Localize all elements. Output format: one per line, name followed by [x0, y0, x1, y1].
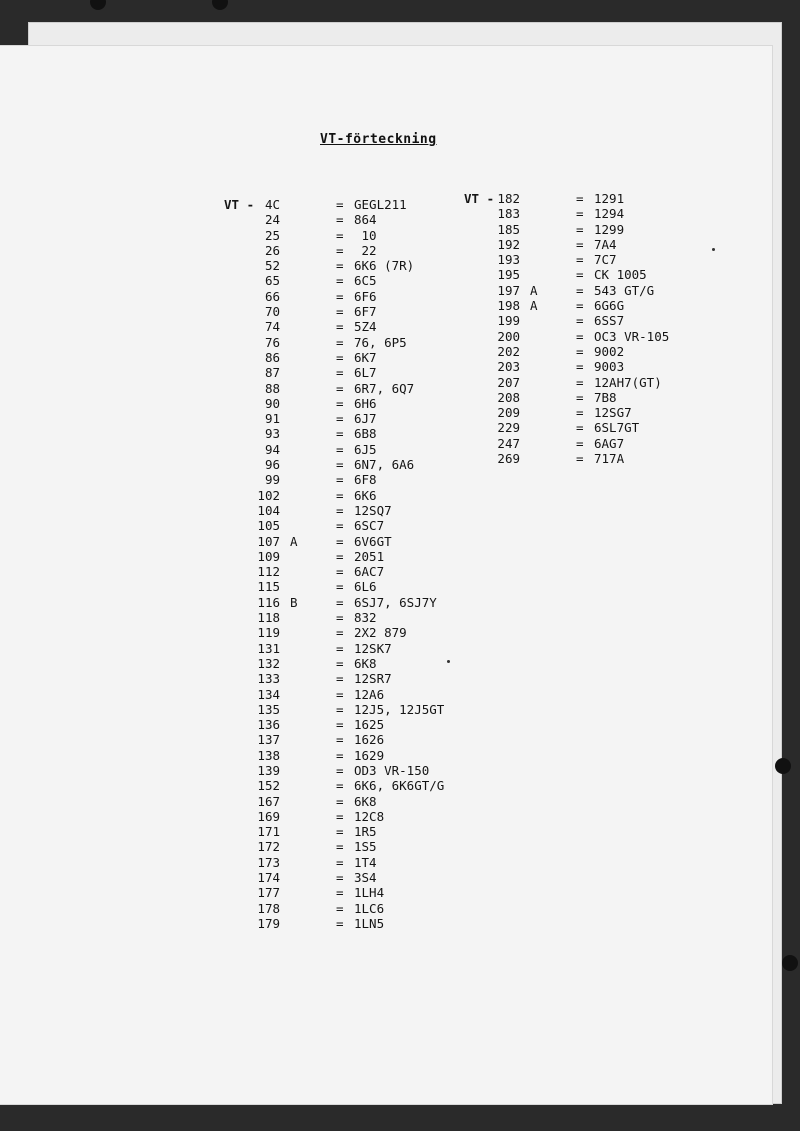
equals-sign: =	[336, 885, 344, 901]
equals-sign: =	[336, 915, 344, 931]
equals-sign: =	[576, 313, 584, 329]
vt-number: 152	[257, 778, 280, 794]
list-item	[464, 420, 704, 435]
vt-number: 178	[257, 900, 280, 916]
tube-equivalent: 6F7	[354, 304, 377, 320]
tube-equivalent: 6V6GT	[354, 533, 392, 549]
equals-sign: =	[576, 435, 584, 451]
list-item	[224, 411, 464, 426]
tube-equivalent: 6B8	[354, 426, 377, 442]
vt-number: 104	[257, 502, 280, 518]
tube-equivalent: 6F8	[354, 472, 377, 488]
right-column	[464, 191, 704, 466]
list-item	[224, 595, 464, 610]
list-item	[464, 390, 704, 405]
equals-sign: =	[336, 824, 344, 840]
punch-hole-right-upper	[775, 758, 791, 774]
equals-sign: =	[336, 793, 344, 809]
equals-sign: =	[576, 267, 584, 283]
tube-equivalent: GEGL211	[354, 197, 407, 212]
vt-number: 76	[264, 334, 280, 350]
tube-equivalent: 5Z4	[354, 319, 377, 335]
vt-number: 131	[257, 640, 280, 656]
tube-equivalent: 6J7	[354, 411, 377, 427]
vt-number: 173	[257, 854, 280, 870]
list-item	[224, 702, 464, 717]
equals-sign: =	[336, 426, 344, 442]
vt-number: 96	[264, 457, 280, 473]
tube-equivalent: 6K8	[354, 655, 377, 671]
equals-sign: =	[576, 282, 584, 298]
equals-sign: =	[576, 191, 584, 206]
vt-number: 99	[264, 472, 280, 488]
equals-sign: =	[336, 900, 344, 916]
list-item	[464, 329, 704, 344]
equals-sign: =	[336, 625, 344, 641]
list-item	[224, 442, 464, 457]
list-item	[464, 267, 704, 282]
equals-sign: =	[336, 610, 344, 626]
list-item	[224, 885, 464, 900]
tube-equivalent: 6H6	[354, 395, 377, 411]
list-item	[224, 809, 464, 824]
vt-number: 208	[497, 389, 520, 405]
list-item	[224, 916, 464, 931]
list-item	[464, 283, 704, 298]
vt-number: 195	[497, 267, 520, 283]
tube-equivalent: 2051	[354, 548, 385, 564]
tube-equivalent: 6SC7	[354, 518, 385, 534]
equals-sign: =	[336, 870, 344, 886]
vt-number: 169	[257, 808, 280, 824]
list-item	[224, 579, 464, 594]
tube-equivalent: 6C5	[354, 273, 377, 289]
equals-sign: =	[336, 778, 344, 794]
equals-sign: =	[576, 405, 584, 421]
equals-sign: =	[336, 747, 344, 763]
list-item	[464, 237, 704, 252]
tube-equivalent: 1629	[354, 747, 385, 763]
equals-sign: =	[336, 365, 344, 381]
list-item	[224, 610, 464, 625]
equals-sign: =	[576, 420, 584, 436]
list-item	[224, 228, 464, 243]
list-item	[224, 625, 464, 640]
list-item	[224, 472, 464, 487]
equals-sign: =	[336, 288, 344, 304]
tube-equivalent: 1626	[354, 732, 385, 748]
list-item	[464, 206, 704, 221]
vt-number: 183	[497, 206, 520, 222]
equals-sign: =	[576, 451, 584, 467]
vt-number: 24	[264, 212, 280, 228]
equals-sign: =	[336, 686, 344, 702]
vt-number: 269	[497, 451, 520, 467]
tube-equivalent: 12SQ7	[354, 502, 392, 518]
list-item	[224, 426, 464, 441]
equals-sign: =	[336, 349, 344, 365]
tube-equivalent: 12SR7	[354, 671, 392, 687]
equals-sign: =	[336, 472, 344, 488]
list-item	[224, 656, 464, 671]
tube-equivalent: 1294	[594, 206, 625, 222]
list-item	[464, 191, 704, 206]
vt-number: 167	[257, 793, 280, 809]
tube-equivalent: 1625	[354, 717, 385, 733]
equals-sign: =	[336, 839, 344, 855]
tube-equivalent: 6AG7	[594, 435, 625, 451]
equals-sign: =	[336, 395, 344, 411]
tube-equivalent: 543 GT/G	[594, 282, 655, 298]
list-item	[224, 273, 464, 288]
vt-number: 198	[497, 298, 520, 314]
equals-sign: =	[576, 236, 584, 252]
list-item	[224, 258, 464, 273]
vt-number: 134	[257, 686, 280, 702]
equals-sign: =	[336, 242, 344, 258]
vt-number: 116	[257, 594, 280, 610]
punch-hole-top-mid	[212, 0, 228, 10]
vt-number: 192	[497, 236, 520, 252]
tube-equivalent: 832	[354, 610, 377, 626]
list-item	[464, 298, 704, 313]
list-item	[224, 350, 464, 365]
tube-equivalent: 7C7	[594, 252, 617, 268]
tube-equivalent: 6K6, 6K6GT/G	[354, 778, 445, 794]
vt-number: 199	[497, 313, 520, 329]
vt-prefix: VT -	[224, 197, 255, 212]
vt-number: 93	[264, 426, 280, 442]
vt-number: 207	[497, 374, 520, 390]
document-title: VT-förteckning	[320, 132, 437, 147]
tube-equivalent: 7B8	[594, 389, 617, 405]
tube-equivalent: 1LN5	[354, 915, 385, 931]
list-item	[224, 855, 464, 870]
vt-number: 118	[257, 610, 280, 626]
vt-number: 90	[264, 395, 280, 411]
equals-sign: =	[576, 343, 584, 359]
equals-sign: =	[336, 762, 344, 778]
list-item	[224, 732, 464, 747]
vt-number: 86	[264, 349, 280, 365]
vt-number: 119	[257, 625, 280, 641]
list-item	[224, 839, 464, 854]
equals-sign: =	[336, 487, 344, 503]
tube-equivalent: 1LH4	[354, 885, 385, 901]
list-item	[464, 405, 704, 420]
equals-sign: =	[336, 671, 344, 687]
vt-number: 133	[257, 671, 280, 687]
tube-equivalent: CK 1005	[594, 267, 647, 283]
equals-sign: =	[336, 502, 344, 518]
tube-equivalent: 6J5	[354, 441, 377, 457]
list-item	[224, 564, 464, 579]
vt-number: 197	[497, 282, 520, 298]
equals-sign: =	[336, 732, 344, 748]
list-item	[224, 717, 464, 732]
vt-number: 247	[497, 435, 520, 451]
equals-sign: =	[336, 273, 344, 289]
tube-equivalent: 6SL7GT	[594, 420, 640, 436]
vt-number: 52	[264, 258, 280, 274]
list-item	[224, 763, 464, 778]
equals-sign: =	[336, 594, 344, 610]
tube-equivalent: 6K6 (7R)	[354, 258, 415, 274]
tube-equivalent: 6K7	[354, 349, 377, 365]
vt-number: 209	[497, 405, 520, 421]
tube-equivalent: 12J5, 12J5GT	[354, 701, 445, 717]
list-item	[224, 212, 464, 227]
vt-number: 112	[257, 564, 280, 580]
vt-number: 177	[257, 885, 280, 901]
list-item	[464, 375, 704, 390]
list-item	[224, 396, 464, 411]
list-item	[464, 252, 704, 267]
equals-sign: =	[336, 579, 344, 595]
list-item	[224, 901, 464, 916]
vt-number: 200	[497, 328, 520, 344]
tube-equivalent: OC3 VR-105	[594, 328, 670, 344]
equals-sign: =	[336, 319, 344, 335]
vt-number: 182	[497, 191, 520, 206]
equals-sign: =	[336, 227, 344, 243]
tube-equivalent: 6AC7	[354, 564, 385, 580]
equals-sign: =	[336, 640, 344, 656]
list-item	[224, 687, 464, 702]
tube-equivalent: 9002	[594, 343, 625, 359]
tube-equivalent: 10	[354, 227, 377, 243]
equals-sign: =	[336, 334, 344, 350]
list-item	[464, 344, 704, 359]
equals-sign: =	[336, 533, 344, 549]
tube-equivalent: 3S4	[354, 870, 377, 886]
list-item	[224, 289, 464, 304]
vt-number: 70	[264, 304, 280, 320]
vt-number: 171	[257, 824, 280, 840]
tube-equivalent: 7A4	[594, 236, 617, 252]
tube-equivalent: 6N7, 6A6	[354, 457, 415, 473]
tube-equivalent: 1S5	[354, 839, 377, 855]
vt-suffix: A	[530, 298, 538, 314]
equals-sign: =	[576, 359, 584, 375]
vt-number: 25	[264, 227, 280, 243]
tube-equivalent: 6L6	[354, 579, 377, 595]
vt-number: 229	[497, 420, 520, 436]
vt-suffix: B	[290, 594, 298, 610]
vt-number: 115	[257, 579, 280, 595]
vt-number: 87	[264, 365, 280, 381]
equals-sign: =	[576, 252, 584, 268]
vt-number: 4C	[264, 197, 280, 212]
list-item	[224, 488, 464, 503]
vt-suffix: A	[290, 533, 298, 549]
tube-equivalent: 1291	[594, 191, 625, 206]
list-item	[224, 457, 464, 472]
equals-sign: =	[336, 457, 344, 473]
tube-equivalent: 9003	[594, 359, 625, 375]
punch-hole-top-left	[90, 0, 106, 10]
tube-equivalent: 6F6	[354, 288, 377, 304]
list-item	[464, 222, 704, 237]
list-item	[224, 549, 464, 564]
equals-sign: =	[336, 441, 344, 457]
list-item	[224, 197, 464, 212]
tube-equivalent: 12SG7	[594, 405, 632, 421]
list-item	[224, 335, 464, 350]
vt-number: 105	[257, 518, 280, 534]
tube-equivalent: 6L7	[354, 365, 377, 381]
tube-equivalent: 76, 6P5	[354, 334, 407, 350]
equals-sign: =	[336, 212, 344, 228]
list-item	[224, 794, 464, 809]
punch-hole-right-lower	[782, 955, 798, 971]
equals-sign: =	[576, 298, 584, 314]
vt-number: 179	[257, 915, 280, 931]
list-item	[464, 313, 704, 328]
equals-sign: =	[576, 206, 584, 222]
vt-number: 193	[497, 252, 520, 268]
tube-equivalent: 12C8	[354, 808, 385, 824]
vt-number: 132	[257, 655, 280, 671]
vt-number: 174	[257, 870, 280, 886]
vt-prefix: VT -	[464, 191, 495, 206]
vt-number: 109	[257, 548, 280, 564]
list-item	[224, 824, 464, 839]
tube-equivalent: 6R7, 6Q7	[354, 380, 415, 396]
vt-number: 202	[497, 343, 520, 359]
tube-equivalent: 1R5	[354, 824, 377, 840]
equals-sign: =	[336, 564, 344, 580]
tube-equivalent: 22	[354, 242, 377, 258]
tube-equivalent: 1T4	[354, 854, 377, 870]
vt-number: 203	[497, 359, 520, 375]
equals-sign: =	[336, 854, 344, 870]
vt-number: 139	[257, 762, 280, 778]
left-column	[224, 197, 464, 931]
vt-number: 102	[257, 487, 280, 503]
tube-equivalent: 12A6	[354, 686, 385, 702]
list-item	[224, 870, 464, 885]
tube-equivalent: 6SJ7, 6SJ7Y	[354, 594, 437, 610]
tube-equivalent: 6SS7	[594, 313, 625, 329]
equals-sign: =	[576, 328, 584, 344]
tube-equivalent: 6G6G	[594, 298, 625, 314]
vt-suffix: A	[530, 282, 538, 298]
tube-equivalent: 12AH7(GT)	[594, 374, 662, 390]
tube-equivalent: 12SK7	[354, 640, 392, 656]
equals-sign: =	[336, 411, 344, 427]
list-item	[224, 534, 464, 549]
vt-number: 107	[257, 533, 280, 549]
equals-sign: =	[336, 717, 344, 733]
list-item	[224, 503, 464, 518]
equals-sign: =	[576, 374, 584, 390]
vt-number: 66	[264, 288, 280, 304]
equals-sign: =	[336, 258, 344, 274]
vt-number: 26	[264, 242, 280, 258]
paper-speck	[712, 248, 715, 251]
list-item	[224, 365, 464, 380]
tube-equivalent: 6K8	[354, 793, 377, 809]
list-item	[224, 518, 464, 533]
equals-sign: =	[336, 197, 344, 212]
vt-number: 65	[264, 273, 280, 289]
list-item	[224, 381, 464, 396]
equals-sign: =	[336, 518, 344, 534]
vt-number: 91	[264, 411, 280, 427]
tube-equivalent: OD3 VR-150	[354, 762, 430, 778]
equals-sign: =	[576, 389, 584, 405]
tube-equivalent: 717A	[594, 451, 625, 467]
list-item	[224, 319, 464, 334]
vt-number: 74	[264, 319, 280, 335]
vt-number: 185	[497, 221, 520, 237]
list-item	[224, 304, 464, 319]
list-item	[224, 641, 464, 656]
equals-sign: =	[336, 304, 344, 320]
list-item	[224, 778, 464, 793]
equals-sign: =	[336, 655, 344, 671]
tube-equivalent: 1LC6	[354, 900, 385, 916]
list-item	[464, 359, 704, 374]
vt-number: 137	[257, 732, 280, 748]
equals-sign: =	[336, 808, 344, 824]
list-item	[464, 436, 704, 451]
tube-equivalent: 864	[354, 212, 377, 228]
equals-sign: =	[336, 548, 344, 564]
vt-number: 88	[264, 380, 280, 396]
equals-sign: =	[576, 221, 584, 237]
vt-number: 136	[257, 717, 280, 733]
list-item	[464, 451, 704, 466]
vt-number: 135	[257, 701, 280, 717]
tube-equivalent: 1299	[594, 221, 625, 237]
vt-number: 138	[257, 747, 280, 763]
list-item	[224, 243, 464, 258]
equals-sign: =	[336, 380, 344, 396]
list-item	[224, 671, 464, 686]
vt-number: 172	[257, 839, 280, 855]
tube-equivalent: 6K6	[354, 487, 377, 503]
tube-equivalent: 2X2 879	[354, 625, 407, 641]
equals-sign: =	[336, 701, 344, 717]
list-item	[224, 748, 464, 763]
vt-number: 94	[264, 441, 280, 457]
